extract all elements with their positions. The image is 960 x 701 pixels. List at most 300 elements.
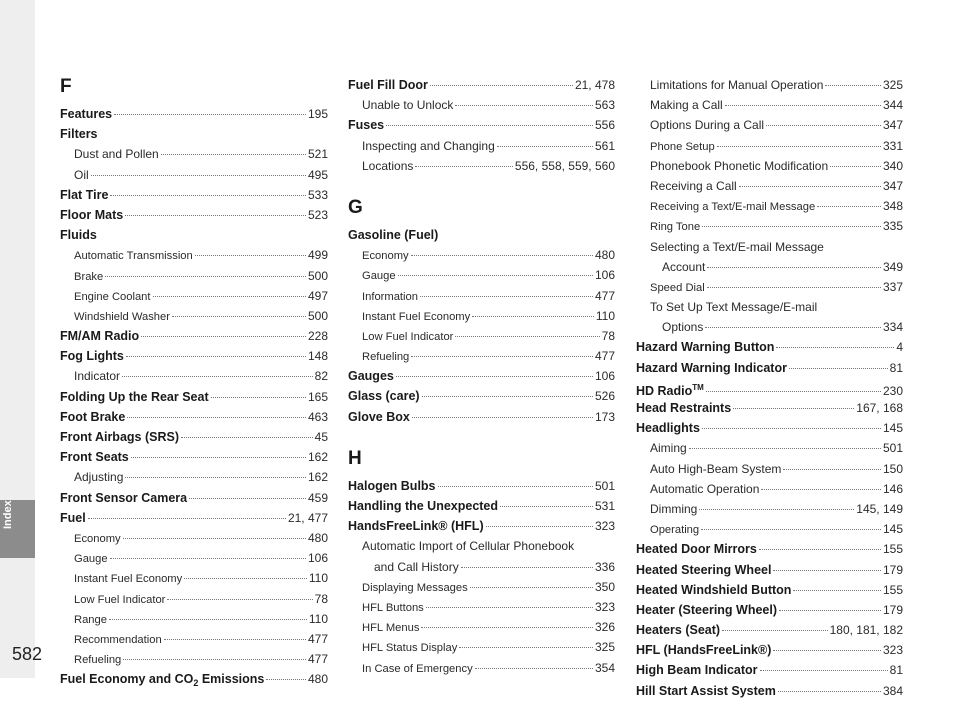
entry-title: Refueling (362, 351, 410, 364)
page-reference[interactable]: 81 (889, 360, 903, 375)
entry-title: Low Fuel Indicator (362, 330, 454, 343)
index-entry[interactable] (60, 366, 328, 386)
index-entry[interactable] (636, 438, 903, 458)
dot-leader (127, 417, 306, 418)
page-reference[interactable]: 347 (882, 178, 903, 193)
index-entry[interactable] (636, 519, 903, 539)
index-entry[interactable] (636, 418, 903, 438)
index-entry[interactable] (636, 358, 903, 378)
side-strip (0, 0, 35, 678)
entry-title: Foot Brake (60, 409, 126, 424)
dot-leader (702, 428, 881, 429)
page-reference[interactable]: 526 (594, 389, 615, 404)
entry-title: Inspecting and Changing (362, 138, 495, 153)
dot-leader (759, 549, 881, 550)
entry-title: Fuses (348, 118, 385, 133)
entry-title: Heated Door Mirrors (636, 542, 757, 557)
entry-title: Recommendation (74, 633, 162, 646)
entry-title: HandsFreeLink® (HFL) (348, 519, 484, 534)
index-entry[interactable] (348, 75, 615, 95)
index-entry[interactable] (60, 124, 328, 144)
dot-leader (189, 498, 306, 499)
page-reference[interactable]: 556, 558, 559, 560 (514, 158, 615, 173)
index-column-1 (60, 75, 328, 689)
index-entry[interactable] (636, 378, 903, 398)
index-entry[interactable] (636, 156, 903, 176)
dot-leader (122, 376, 313, 377)
entry-title: Heaters (Seat) (636, 623, 721, 638)
index-entry[interactable] (348, 577, 615, 597)
dot-leader (125, 215, 306, 216)
index-entry[interactable] (348, 136, 615, 156)
page-reference[interactable]: 336 (594, 559, 615, 574)
entry-title: Oil (74, 167, 89, 182)
index-entry[interactable] (636, 499, 903, 519)
page-reference[interactable]: 331 (882, 138, 903, 153)
index-entry[interactable] (60, 286, 328, 306)
page-reference[interactable]: 4 (896, 340, 903, 355)
index-entry[interactable] (60, 104, 328, 124)
dot-leader (211, 397, 306, 398)
dot-leader (422, 396, 593, 397)
page-reference[interactable]: 340 (882, 158, 903, 173)
index-entry[interactable] (348, 496, 615, 516)
dot-leader (110, 558, 306, 559)
entry-title: Information (362, 290, 418, 303)
dot-leader (153, 296, 306, 297)
index-entry[interactable] (348, 386, 615, 406)
dot-leader (172, 316, 306, 317)
index-entry[interactable] (636, 317, 903, 337)
page-reference[interactable]: 501 (594, 478, 615, 493)
entry-title: Fluids (60, 228, 97, 243)
page-reference[interactable]: 523 (307, 207, 328, 222)
entry-title: Adjusting (74, 470, 124, 485)
page-reference[interactable]: 180, 181, 182 (829, 623, 903, 638)
page-reference[interactable]: 463 (307, 409, 328, 424)
page-reference[interactable]: 82 (314, 369, 328, 384)
index-entry[interactable] (348, 225, 615, 245)
index-entry[interactable] (60, 144, 328, 164)
entry-title: HFL (HandsFreeLink®) (636, 643, 772, 658)
dot-leader (110, 195, 306, 196)
page-reference[interactable]: 480 (307, 672, 328, 687)
page-reference[interactable]: 325 (882, 78, 903, 92)
index-entry[interactable] (636, 479, 903, 499)
dot-leader (760, 670, 888, 671)
page-reference[interactable]: 344 (882, 98, 903, 113)
page-reference[interactable]: 45 (314, 430, 328, 444)
page-reference[interactable]: 145 (882, 421, 903, 436)
dot-leader (783, 469, 881, 470)
index-tab[interactable] (0, 500, 35, 558)
entry-title: Gauges (348, 369, 394, 384)
index-entry[interactable] (60, 568, 328, 588)
page-reference[interactable]: 145 (882, 522, 903, 537)
entry-title: Speed Dial (650, 281, 705, 294)
dot-leader (131, 457, 306, 458)
page-reference[interactable]: 556 (594, 118, 615, 133)
page-reference[interactable]: 477 (307, 631, 328, 646)
entry-title: Phone Setup (650, 140, 715, 153)
dot-leader (421, 627, 593, 628)
dot-leader (773, 650, 881, 651)
entry-title: Automatic Operation (650, 481, 760, 496)
entry-title: Displaying Messages (362, 581, 468, 594)
dot-leader (181, 437, 313, 438)
index-entry[interactable] (60, 387, 328, 407)
index-entry[interactable] (348, 476, 615, 496)
dot-leader (91, 175, 306, 176)
page-reference[interactable]: 21, 478 (574, 78, 615, 92)
index-entry[interactable] (636, 196, 903, 216)
page-reference[interactable]: 334 (882, 320, 903, 335)
dot-leader (426, 607, 593, 608)
index-entry[interactable] (636, 620, 903, 640)
entry-title: Fuel Fill Door (348, 78, 428, 92)
entry-title: Unable to Unlock (362, 98, 454, 113)
entry-title: Refueling (74, 654, 122, 667)
dot-leader (398, 275, 593, 276)
entry-title (60, 669, 264, 689)
index-entry[interactable] (348, 115, 615, 135)
index-entry[interactable] (60, 447, 328, 467)
dot-leader (114, 114, 306, 115)
index-entry[interactable] (60, 467, 328, 487)
dot-leader (411, 356, 593, 357)
entry-title: Headlights (636, 421, 700, 436)
entry-title: Instant Fuel Economy (362, 310, 471, 323)
entry-title: Heated Steering Wheel (636, 562, 772, 577)
page-reference[interactable]: 348 (882, 199, 903, 214)
page-reference[interactable]: 354 (594, 660, 615, 675)
index-entry[interactable] (348, 326, 615, 346)
page-reference[interactable]: 230 (882, 383, 903, 398)
entry-title: Automatic Transmission (74, 250, 193, 263)
page-reference[interactable]: 78 (314, 591, 328, 606)
page-reference[interactable]: 173 (594, 409, 615, 424)
index-entry[interactable] (348, 95, 615, 115)
page-reference[interactable]: 110 (595, 308, 615, 323)
index-entry[interactable] (636, 459, 903, 479)
page-reference[interactable]: 167, 168 (856, 401, 903, 415)
page-number: 582 (12, 644, 43, 664)
entry-title: Locations (362, 158, 414, 173)
entry-title: Heater (Steering Wheel) (636, 602, 778, 617)
page-reference[interactable]: 500 (307, 268, 328, 283)
entry-title: In Case of Emergency (362, 662, 473, 675)
index-entry[interactable] (60, 407, 328, 427)
index-entry[interactable] (636, 560, 903, 580)
entry-title: Halogen Bulbs (348, 478, 436, 493)
index-entry[interactable] (348, 597, 615, 617)
index-entry[interactable] (636, 681, 903, 701)
dot-leader (825, 85, 881, 86)
dot-leader (789, 368, 888, 369)
dot-leader (455, 105, 593, 106)
dot-leader (459, 647, 593, 648)
index-entry[interactable] (636, 136, 903, 156)
dot-leader (761, 489, 881, 490)
entry-title: HFL Menus (362, 622, 420, 635)
dot-leader (778, 691, 881, 692)
page-reference[interactable]: 81 (889, 663, 903, 678)
dot-leader (702, 226, 881, 227)
dot-leader (125, 477, 306, 478)
page-reference[interactable]: 563 (594, 98, 615, 113)
dot-leader (420, 296, 593, 297)
dot-leader (830, 166, 881, 167)
page-reference[interactable]: 349 (882, 259, 903, 274)
page-reference[interactable]: 21, 477 (287, 510, 328, 525)
dot-leader (184, 578, 307, 579)
index-entry[interactable] (636, 398, 903, 418)
entry-title: Automatic Import of Cellular Phonebook (362, 539, 575, 554)
entry-title: Front Sensor Camera (60, 490, 188, 505)
index-entry[interactable] (60, 205, 328, 225)
dot-leader (725, 105, 881, 106)
page-reference[interactable]: 459 (307, 490, 328, 505)
dot-leader (164, 639, 306, 640)
dot-leader (699, 509, 854, 510)
entry-title: Receiving a Call (650, 178, 737, 193)
index-entry[interactable] (636, 95, 903, 115)
index-entry[interactable] (60, 488, 328, 508)
index-entry[interactable] (348, 366, 615, 386)
page-reference[interactable]: 323 (594, 519, 615, 534)
page-reference[interactable]: 179 (882, 602, 903, 617)
dot-leader (776, 347, 894, 348)
entry-title: FM/AM Radio (60, 329, 140, 344)
entry-title: Gauge (74, 553, 108, 566)
page-reference[interactable]: 179 (882, 562, 903, 577)
page-reference[interactable]: 347 (882, 118, 903, 133)
index-entry[interactable] (636, 337, 903, 357)
index-entry[interactable] (348, 407, 615, 427)
entry-title: Operating (650, 524, 700, 537)
dot-leader (773, 570, 881, 571)
entry-title: HFL Status Display (362, 642, 458, 655)
entry-title: Engine Coolant (74, 290, 151, 303)
index-entry[interactable] (348, 265, 615, 285)
index-entry[interactable] (348, 617, 615, 637)
dot-leader (717, 146, 881, 147)
dot-leader (766, 125, 881, 126)
entry-title: Receiving a Text/E-mail Message (650, 201, 816, 214)
entry-title: Auto High-Beam System (650, 461, 782, 476)
page-reference[interactable]: 155 (882, 542, 903, 557)
dot-leader (497, 146, 593, 147)
index-entry[interactable] (60, 427, 328, 447)
index-entry[interactable] (348, 658, 615, 678)
entry-title: Gauge (362, 270, 396, 283)
page-reference[interactable]: 78 (601, 328, 615, 343)
dot-leader (500, 506, 593, 507)
index-entry[interactable] (60, 346, 328, 366)
dot-leader (161, 154, 306, 155)
entry-title: Selecting a Text/E-mail Message (650, 239, 824, 254)
index-entry[interactable] (636, 277, 903, 297)
page-reference[interactable]: 500 (307, 308, 328, 323)
index-entry[interactable] (636, 115, 903, 135)
index-entry[interactable] (636, 600, 903, 620)
index-entry[interactable] (636, 640, 903, 660)
index-entry[interactable] (60, 225, 328, 245)
page-reference[interactable]: 480 (594, 248, 615, 263)
page-reference[interactable]: 477 (594, 288, 615, 303)
page-reference[interactable]: 106 (594, 268, 615, 283)
page-reference[interactable]: 477 (307, 652, 328, 667)
index-entry[interactable] (60, 165, 328, 185)
dot-leader (705, 327, 881, 328)
entry-title: Options (662, 320, 704, 335)
index-entry[interactable] (60, 266, 328, 286)
entry-title: Front Airbags (SRS) (60, 430, 179, 444)
page-reference[interactable]: 150 (882, 461, 903, 476)
index-entry[interactable] (348, 536, 615, 556)
dot-leader (455, 336, 599, 337)
index-entry[interactable] (348, 637, 615, 657)
index-entry[interactable] (60, 548, 328, 568)
dot-leader (475, 668, 593, 669)
index-column-2 (348, 75, 615, 678)
page-reference[interactable]: 477 (594, 349, 615, 364)
index-entry[interactable] (348, 516, 615, 536)
page-reference[interactable]: 145, 149 (856, 501, 903, 516)
subscript-2: 2 (193, 678, 199, 689)
dot-leader (707, 287, 881, 288)
page-reference[interactable]: 521 (307, 147, 328, 162)
page-reference[interactable]: 106 (594, 369, 615, 384)
index-entry[interactable] (60, 669, 328, 689)
entry-title: Phonebook Phonetic Modification (650, 158, 829, 173)
entry-title: Hazard Warning Button (636, 340, 775, 355)
entry-title: Ring Tone (650, 221, 701, 234)
page-reference[interactable]: 165 (307, 389, 328, 404)
page-reference[interactable]: 162 (307, 450, 328, 465)
entry-title: Hazard Warning Indicator (636, 360, 787, 375)
page-reference[interactable]: 480 (307, 530, 328, 545)
page-reference[interactable]: 533 (307, 187, 328, 202)
page-reference[interactable]: 162 (307, 470, 328, 485)
dot-leader (733, 408, 854, 409)
index-entry[interactable] (60, 508, 328, 528)
page-reference[interactable]: 110 (308, 611, 328, 626)
index-entry[interactable] (636, 257, 903, 277)
index-entry[interactable] (348, 306, 615, 326)
index-entry[interactable] (636, 539, 903, 559)
entry-title: Account (662, 259, 706, 274)
page-reference[interactable]: 337 (882, 279, 903, 294)
entry-title: Dust and Pollen (74, 147, 159, 162)
index-entry[interactable] (60, 609, 328, 629)
entry-title: Glass (care) (348, 389, 420, 404)
dot-leader (701, 529, 881, 530)
entry-title: Glove Box (348, 409, 410, 424)
page-reference[interactable]: 531 (594, 499, 615, 513)
entry-title: Economy (362, 250, 409, 263)
page-reference[interactable]: 323 (882, 643, 903, 658)
index-entry[interactable] (636, 216, 903, 236)
dot-leader (415, 166, 513, 167)
dot-leader (167, 599, 312, 600)
page-reference[interactable]: 155 (882, 582, 903, 597)
dot-leader (123, 659, 306, 660)
page-reference[interactable]: 499 (307, 248, 328, 263)
dot-leader (396, 376, 593, 377)
index-entry[interactable] (636, 297, 903, 317)
dot-leader (706, 391, 881, 392)
entry-title: Gasoline (Fuel) (348, 227, 439, 242)
index-entry[interactable] (60, 528, 328, 548)
entry-title: Aiming (650, 441, 687, 456)
entry-title: To Set Up Text Message/E-mail (650, 300, 818, 315)
page-reference[interactable]: 497 (307, 288, 328, 303)
page-reference[interactable]: 501 (882, 441, 903, 456)
index-entry[interactable] (348, 156, 615, 176)
page-reference[interactable]: 561 (594, 138, 615, 153)
index-entry[interactable] (60, 589, 328, 609)
entry-title: Dimming (650, 501, 698, 516)
dot-leader (430, 85, 573, 86)
page-reference[interactable]: 384 (882, 683, 903, 698)
index-entry[interactable] (60, 306, 328, 326)
page-reference[interactable]: 110 (308, 571, 328, 586)
entry-title: and Call History (374, 559, 459, 574)
page-reference[interactable]: 325 (594, 640, 615, 655)
entry-title: Fog Lights (60, 349, 124, 364)
entry-title: Range (74, 613, 107, 626)
page-reference[interactable]: 326 (594, 620, 615, 635)
entry-title-part: Emissions (198, 672, 265, 687)
index-entry[interactable] (60, 649, 328, 669)
page-reference[interactable]: 146 (882, 481, 903, 496)
section-letter: H (348, 447, 362, 469)
index-entry[interactable] (348, 346, 615, 366)
index-entry[interactable] (636, 237, 903, 257)
page-reference[interactable]: 228 (307, 329, 328, 344)
index-entry[interactable] (348, 245, 615, 265)
entry-title: Instant Fuel Economy (74, 573, 183, 586)
page-reference[interactable]: 495 (307, 167, 328, 182)
index-entry[interactable] (348, 286, 615, 306)
index-entry[interactable] (636, 75, 903, 95)
dot-leader (438, 486, 593, 487)
dot-leader (739, 186, 881, 187)
index-entry[interactable] (636, 580, 903, 600)
index-entry[interactable] (60, 185, 328, 205)
index-entry[interactable] (60, 629, 328, 649)
index-entry[interactable] (636, 176, 903, 196)
index-entry[interactable] (348, 557, 615, 577)
trademark-mark: TM (692, 382, 704, 392)
index-column-3 (636, 75, 903, 701)
dot-leader (386, 125, 593, 126)
page-reference[interactable]: 335 (882, 219, 903, 234)
index-entry[interactable] (60, 326, 328, 346)
page-reference[interactable]: 106 (307, 551, 328, 566)
entry-title: Hill Start Assist System (636, 683, 776, 698)
page-reference[interactable]: 148 (307, 349, 328, 364)
dot-leader (461, 567, 593, 568)
entry-title: Handling the Unexpected (348, 499, 499, 513)
dot-leader (109, 619, 307, 620)
index-entry[interactable] (60, 245, 328, 265)
page-reference[interactable]: 195 (307, 107, 328, 121)
entry-title: High Beam Indicator (636, 663, 758, 678)
page-reference[interactable]: 323 (594, 599, 615, 614)
page-reference[interactable]: 350 (594, 579, 615, 594)
